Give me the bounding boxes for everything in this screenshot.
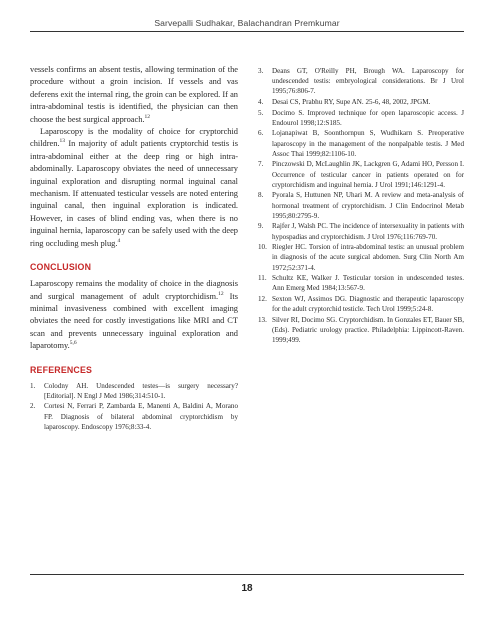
reference-item xyxy=(30,401,238,432)
reference-text: Desai CS, Prabhu RY, Supe AN. 25-6, 48, 2002, JPGM. xyxy=(272,98,431,106)
reference-text: Silver RI, Docimo SG. Cryptorchidism. In Gonzales ET, Bauer SB, (Eds). Pediatric urology practice. Philadelphia: Lippincott-Raven. 1999;499. xyxy=(272,315,464,345)
conclusion-heading: CONCLUSION xyxy=(30,262,92,273)
page-number: 18 xyxy=(241,583,253,594)
paragraph-text: Its minimal invasiveness combined with excellent imaging obviates the need for costly investigations like MRI and CT scan and prevents unnecessary inguinal exploration and laparotomy. xyxy=(30,291,238,351)
citation-marker: 13 xyxy=(59,138,66,145)
reference-text: Sexton WJ, Assimos DG. Diagnostic and therapeutic laparoscopy for the adult cryptorchid testicle. Tech Urol 1999;5:24-8. xyxy=(272,294,464,314)
reference-text: Lojanapiwat B, Soonthornpun S, Wudhikarn S. Preoperative laparoscopy in the management of the nonpalpable testis. J Med Assoc Thai 1999;82:1106-10. xyxy=(272,129,464,158)
reference-number: 2. xyxy=(30,402,36,411)
reference-text: Pinczowski D, McLaughlin JK, Lackgren G, Adami HO, Persson I. Occurrence of testicular cancer in patients operated on for cryptorchidism and inguinal hernia. J Urol 1991;146:1291-4. xyxy=(272,160,464,189)
reference-text: Deans GT, O'Reilly PH, Brough WA. Laparoscopy for undescended testis: embryological considerations. Br J Urol 1995;76:806-7. xyxy=(272,67,464,96)
paragraph-text: Laparoscopy remains the modality of choice in the diagnosis and surgical management of adult cryptorchidism. xyxy=(30,279,238,301)
reference-number: 4. xyxy=(258,98,264,106)
reference-item xyxy=(258,66,464,97)
body-paragraph xyxy=(30,126,238,250)
left-column xyxy=(30,64,238,432)
reference-list-left xyxy=(30,381,238,432)
paragraph-text: In majority of adult patients cryptorchid testis is intra-abdominal either at the deep ring or high intra-abdominally. Laparoscopy obviates the need of unnecessary inguinal exploration and disrupting normal inguinal canal mechanism. If attenuated testicular vessels are noted entering inguinal canal, then inguinal exploration is indicated. However, in cases of blind ending vas, when there is no inguinal hernia, laparoscopy can be safely used with the deep ring occluding mesh plug. xyxy=(30,139,238,248)
reference-text: Schultz KE, Walker J. Testicular torsion in undescended testes. Ann Emerg Med 1984;13:567-9. xyxy=(272,274,464,293)
reference-item xyxy=(258,190,464,221)
reference-number: 8. xyxy=(258,191,264,200)
body-paragraph xyxy=(30,64,238,126)
citation-marker: 4 xyxy=(117,237,121,244)
reference-item xyxy=(258,97,464,107)
reference-text: Cortesi N, Ferrari P, Zambarda E, Manenti A, Baldini A, Morano FP. Diagnosis of bilateral abdominal cryptorchidism by laparoscopy. Endoscopy 1976;8:33-4. xyxy=(44,402,238,431)
reference-item xyxy=(258,221,464,241)
reference-number: 6. xyxy=(258,129,264,138)
reference-item xyxy=(258,159,464,190)
conclusion-paragraph xyxy=(30,278,238,352)
reference-number: 1. xyxy=(30,381,36,390)
reference-item xyxy=(258,315,464,346)
citation-marker: 12 xyxy=(218,290,224,297)
reference-item xyxy=(258,128,464,159)
paragraph-text: vessels confirms an absent testis, allowing termination of the procedure without a groin incision. If vessels and vas deferens exit the internal ring, the groin can be explored. If an intra-abdominal testis is identified, the physician can then choose the best surgical approach. xyxy=(30,65,238,124)
reference-list-right xyxy=(258,66,464,345)
reference-text: Docimo S. Improved technique for open laparoscopic access. J Endourol 1998;12:S185. xyxy=(272,108,464,127)
reference-item xyxy=(258,294,464,314)
reference-item xyxy=(258,273,464,293)
citation-marker: 5,6 xyxy=(69,340,77,347)
reference-number: 11. xyxy=(258,274,267,283)
reference-text: Riegler HC. Torsion of intra-abdominal testis: an unusual problem in diagnosis of the acute surgical abdomen. Surg Clin North Am 1972;52:371-4. xyxy=(272,243,464,272)
reference-number: 12. xyxy=(258,294,267,303)
reference-number: 13. xyxy=(258,315,267,324)
footer-rule xyxy=(30,574,464,575)
reference-number: 10. xyxy=(258,243,267,252)
citation-marker: 12 xyxy=(144,113,150,120)
paragraph-text: Laparoscopy is the modality of choice for cryptorchid children. xyxy=(30,127,238,149)
reference-item xyxy=(30,381,238,401)
references-heading: REFERENCES xyxy=(30,364,93,375)
reference-number: 3. xyxy=(258,67,264,75)
reference-number: 7. xyxy=(258,160,264,169)
reference-item xyxy=(258,242,464,273)
reference-text: Pyorala S, Huttunen NP, Uhari M. A review and meta-analysis of hormonal treatment of cryptorchidism. J Clin Endocrinol Metab 1995;80:2795-9. xyxy=(272,191,464,220)
reference-text: Rajfer J, Walsh PC. The incidence of intersexuality in patients with hypospadias and cryptorchidism. J Urol 1976;116:769-70. xyxy=(272,222,464,241)
header-rule xyxy=(30,31,464,32)
reference-item xyxy=(258,108,464,128)
reference-text: Colodny AH. Undescended testes—is surgery necessary? [Editorial]. N Engl J Med 1986;314:510-1. xyxy=(44,381,238,400)
reference-number: 9. xyxy=(258,222,264,231)
running-head: Sarvepalli Sudhakar, Balachandran Premkumar xyxy=(154,18,340,28)
reference-number: 5. xyxy=(258,108,264,117)
right-column xyxy=(258,66,464,346)
